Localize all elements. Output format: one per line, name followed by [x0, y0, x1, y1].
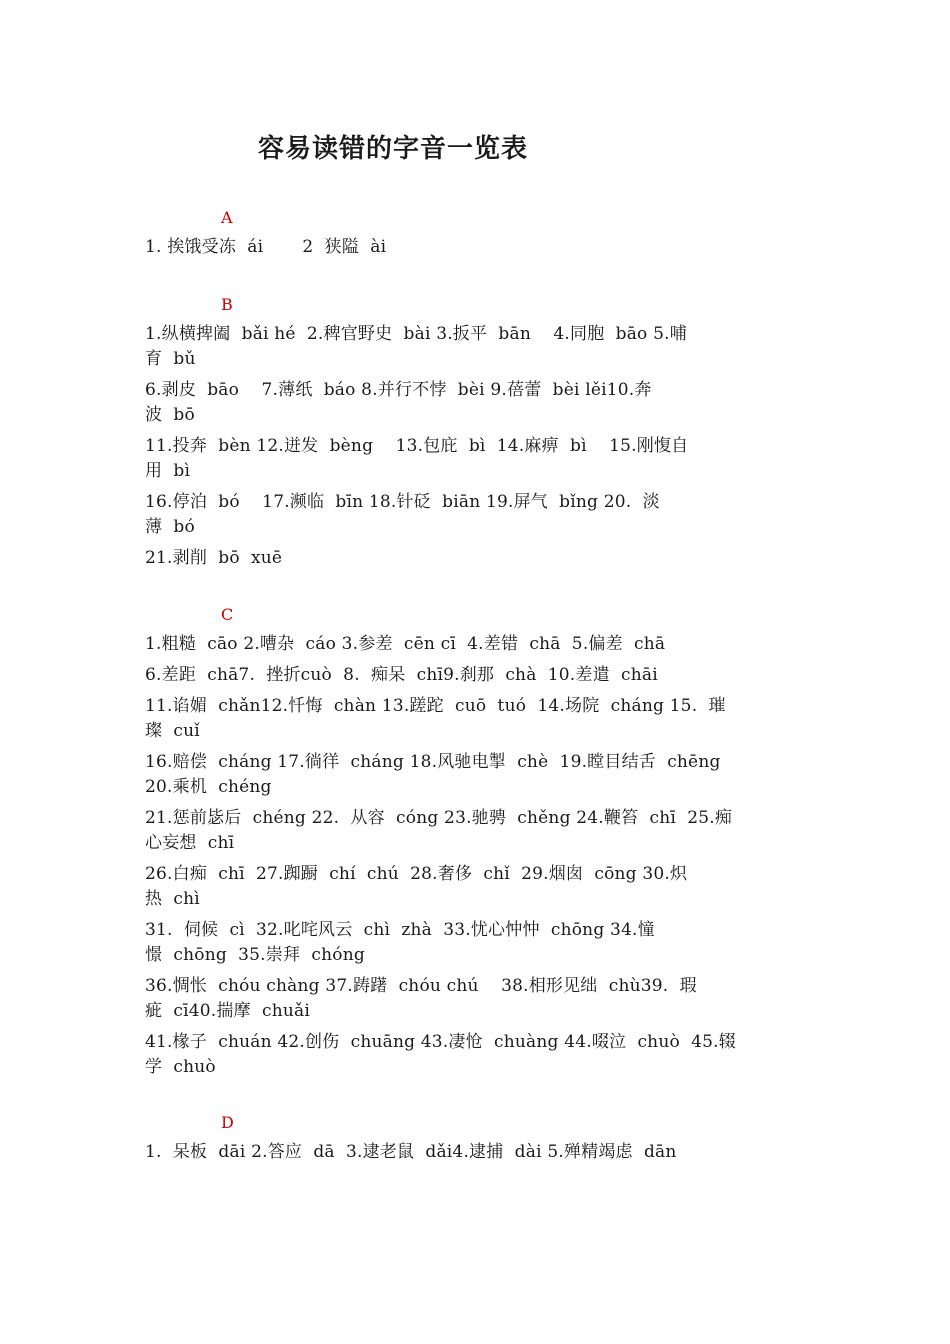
entry-line: 11.谄媚 chǎn12.忏悔 chàn 13.蹉跎 cuō tuó 14.场院 cháng 15. 璀 璨 cuǐ — [145, 696, 726, 741]
entry-line: 6.差距 chā7. 挫折cuò 8. 痴呆 chī9.刹那 chà 10.差遣 chāi — [145, 665, 658, 685]
section-letter: B — [221, 295, 233, 314]
entry-line: 1. 呆板 dāi 2.答应 dā 3.逮老鼠 dǎi4.逮捕 dài 5.殚精竭虑 dān — [145, 1142, 677, 1162]
section-letter: D — [221, 1113, 234, 1132]
section-a — [145, 204, 815, 266]
section-b — [145, 291, 815, 577]
section-d — [145, 1109, 815, 1171]
entry-line: 16.停泊 bó 17.濒临 bīn 18.针砭 biān 19.屏气 bǐng 20. 淡 薄 bó — [145, 492, 660, 537]
entry-line: 21.剥削 bō xuē — [145, 548, 283, 568]
entry-line: 1.粗糙 cāo 2.嘈杂 cáo 3.参差 cēn cī 4.差错 chā 5.偏差 chā — [145, 634, 666, 654]
section-letter: A — [221, 208, 233, 227]
entry-line: 36.惆怅 chóu chàng 37.踌躇 chóu chú 38.相形见绌 chù39. 瑕 疵 cī40.揣摩 chuǎi — [145, 976, 697, 1021]
entry-line: 21.惩前毖后 chéng 22. 从容 cóng 23.驰骋 chěng 24.鞭笞 chī 25.痴 心妄想 chī — [145, 808, 733, 853]
entry-line: 11.投奔 bèn 12.迸发 bèng 13.包庇 bì 14.麻痹 bì 15.刚愎自 用 bì — [145, 436, 689, 481]
entry-line: 16.赔偿 cháng 17.徜徉 cháng 18.风驰电掣 chè 19.瞠目结舌 chēng 20.乘机 chéng — [145, 752, 721, 797]
entry-line: 1. 挨饿受冻 ái 2 狭隘 ài — [145, 237, 387, 257]
section-c — [145, 601, 815, 1086]
entry-line: 26.白痴 chī 27.踟蹰 chí chú 28.奢侈 chǐ 29.烟囱 cōng 30.炽 热 chì — [145, 864, 688, 909]
entry-line: 1.纵横捭阖 bǎi hé 2.稗官野史 bài 3.扳平 bān 4.同胞 bāo 5.哺 育 bǔ — [145, 324, 687, 369]
section-letter: C — [221, 605, 234, 624]
entry-line: 41.椽子 chuán 42.创伤 chuāng 43.凄怆 chuàng 44.啜泣 chuò 45.辍 学 chuò — [145, 1032, 736, 1077]
entry-line: 31. 伺候 cì 32.叱咤风云 chì zhà 33.忧心忡忡 chōng 34.憧 憬 chōng 35.崇拜 chóng — [145, 920, 655, 965]
entry-line: 6.剥皮 bāo 7.薄纸 báo 8.并行不悖 bèi 9.蓓蕾 bèi lěi10.奔 波 bō — [145, 380, 652, 425]
page-title: 容易读错的字音一览表 — [258, 134, 529, 164]
